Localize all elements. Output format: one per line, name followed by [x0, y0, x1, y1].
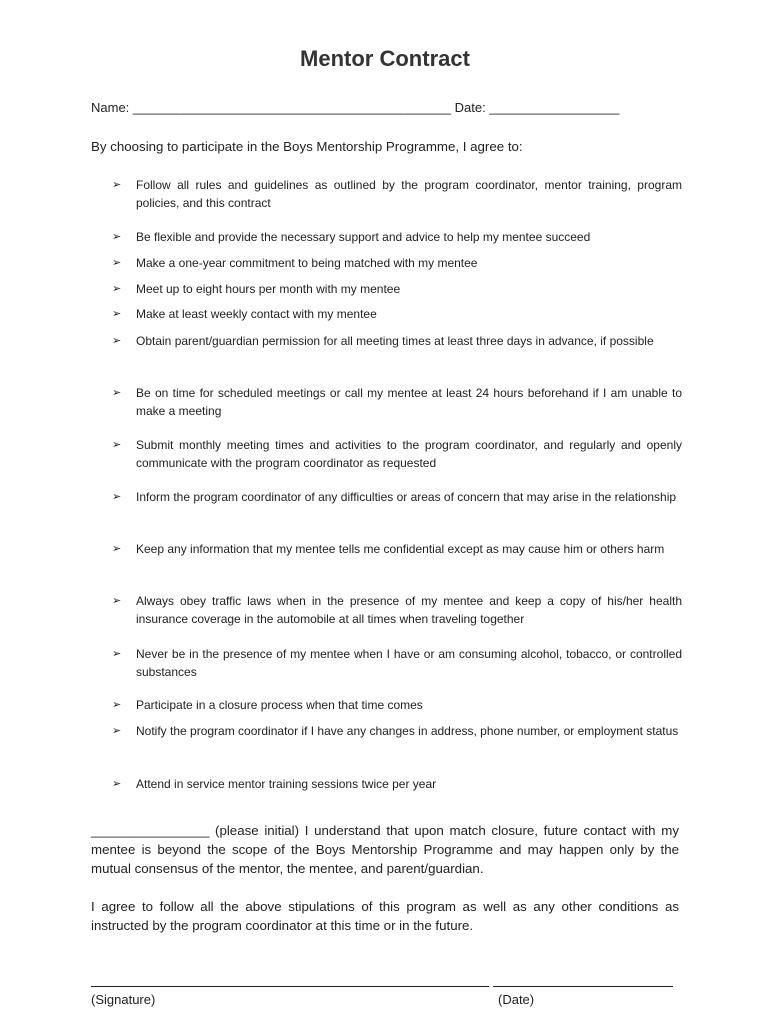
name-date-line [91, 100, 620, 115]
list-item: ➢ Never be in the presence of my mentee when I have or am consuming alcohol, tobacco, or controlled substances [112, 647, 682, 679]
list-item: ➢ Attend in service mentor training sessions twice per year [112, 777, 437, 791]
signature-line [91, 986, 489, 987]
arrow-bullet-icon: ➢ [112, 257, 122, 269]
name-blank: ____________________________________________ [132, 100, 452, 115]
arrow-bullet-icon: ➢ [112, 648, 122, 660]
arrow-bullet-icon: ➢ [112, 283, 122, 295]
arrow-bullet-icon: ➢ [112, 725, 122, 737]
arrow-bullet-icon: ➢ [112, 231, 122, 243]
date-blank: __________________ [489, 100, 620, 115]
arrow-bullet-icon: ➢ [112, 778, 122, 790]
list-item: ➢ Always obey traffic laws when in the presence of my mentee and keep a copy of his/her health insurance coverage in the automobile at all times when traveling together [112, 594, 682, 626]
arrow-bullet-icon: ➢ [112, 439, 122, 451]
page-title: Mentor Contract [300, 46, 470, 71]
initial-paragraph: ________________ (please initial) I understand that upon match closure, future contact with my mentee is beyond the scope of the Boys Mentorship Programme and may happen only by the mutual consensus of the mentor, the mentee, and parent/guardian. [91, 823, 679, 876]
list-item: ➢ Follow all rules and guidelines as outlined by the program coordinator, mentor training, program policies, and this contract [112, 178, 682, 210]
list-item: ➢ Participate in a closure process when that time comes [112, 698, 423, 712]
list-item: ➢ Notify the program coordinator if I have any changes in address, phone number, or employment status [112, 724, 679, 738]
arrow-bullet-icon: ➢ [112, 308, 122, 320]
arrow-bullet-icon: ➢ [112, 543, 122, 555]
arrow-bullet-icon: ➢ [112, 335, 122, 347]
arrow-bullet-icon: ➢ [112, 699, 122, 711]
list-item: ➢ Inform the program coordinator of any difficulties or areas of concern that may arise in the relationship [112, 490, 677, 504]
date-signature-label: (Date) [498, 992, 535, 1007]
list-item: ➢ Be on time for scheduled meetings or call my mentee at least 24 hours beforehand if I am unable to make a meeting [112, 386, 682, 418]
arrow-bullet-icon: ➢ [112, 179, 122, 191]
arrow-bullet-icon: ➢ [112, 387, 122, 399]
list-item: ➢ Obtain parent/guardian permission for all meeting times at least three days in advance, if possible [112, 334, 654, 348]
signature-label: (Signature) [91, 992, 156, 1007]
list-item: ➢ Be flexible and provide the necessary support and advice to help my mentee succeed [112, 230, 591, 244]
list-item: ➢ Make a one-year commitment to being matched with my mentee [112, 256, 478, 270]
list-item: ➢ Meet up to eight hours per month with my mentee [112, 282, 401, 296]
name-label: Name: [91, 100, 130, 115]
arrow-bullet-icon: ➢ [112, 595, 122, 607]
date-signature-line [493, 986, 673, 987]
intro-text: By choosing to participate in the Boys Mentorship Programme, I agree to: [91, 139, 523, 154]
date-label: Date: [454, 100, 486, 115]
list-item: ➢ Submit monthly meeting times and activities to the program coordinator, and regularly and openly communicate with the program coordinator as requested [112, 438, 682, 470]
list-item: ➢ Make at least weekly contact with my mentee [112, 307, 377, 321]
list-item: ➢ Keep any information that my mentee tells me confidential except as may cause him or others harm [112, 542, 665, 556]
arrow-bullet-icon: ➢ [112, 491, 122, 503]
agree-paragraph: I agree to follow all the above stipulations of this program as well as any other conditions as instructed by the program coordinator at this time or in the future. [91, 899, 679, 933]
